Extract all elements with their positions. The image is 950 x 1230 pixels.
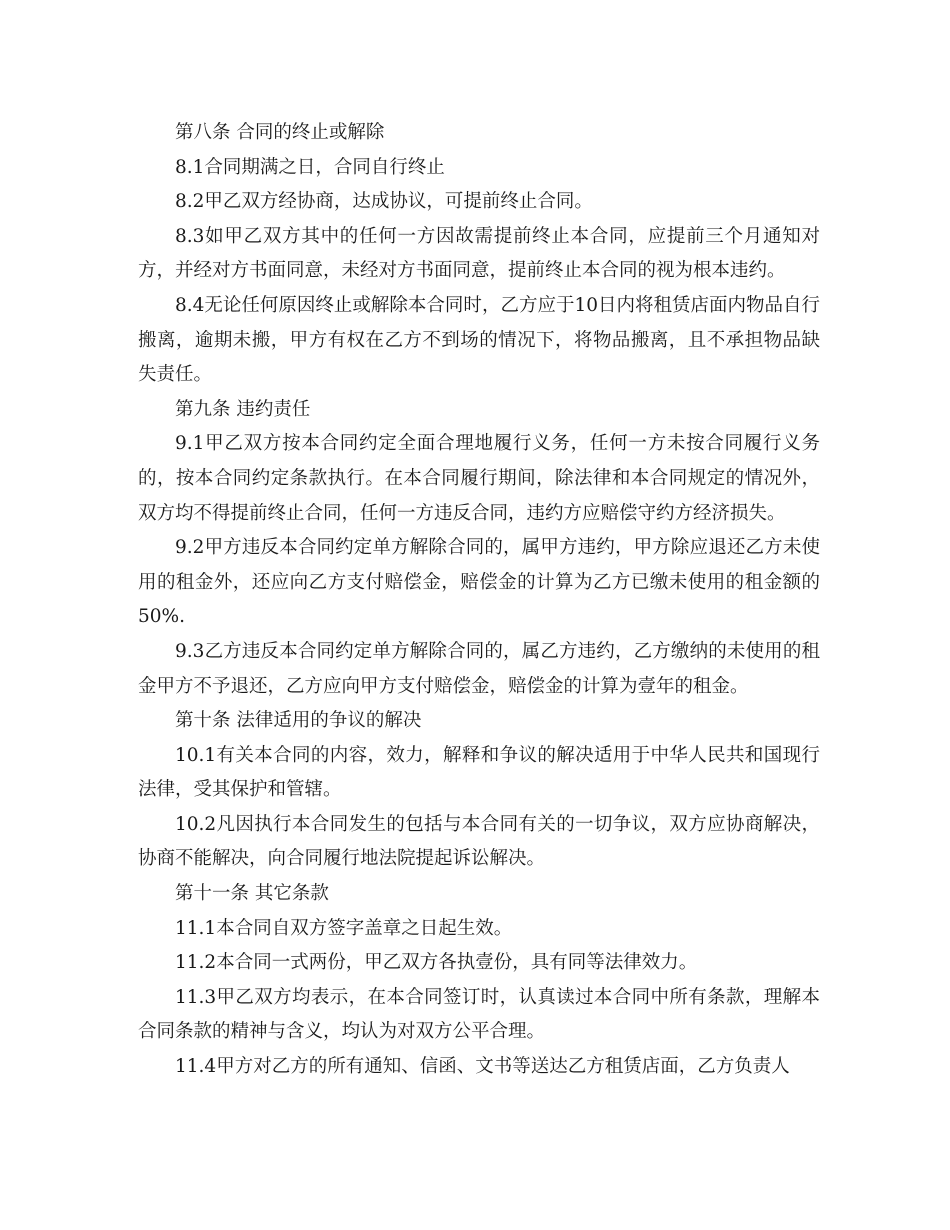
clause-9-1: 9.1甲乙双方按本合同约定全面合理地履行义务，任何一方未按合同履行义务的，按本合同约定条款执行。在本合同履行期间，除法律和本合同规定的情况外，双方均不得提前终止合同，任何一方违反合同，违约方应赔偿守约方经济损失。 [138,433,820,524]
article-8-heading: 第八条 合同的终止或解除 [175,122,385,143]
clause-8-2: 8.2甲乙双方经协商，达成协议，可提前终止合同。 [175,191,593,213]
article-10-heading: 第十条 法律适用的争议的解决 [175,710,422,732]
article-9-heading: 第九条 违约责任 [175,398,311,420]
clause-11-1: 11.1本合同自双方签字盖章之日起生效。 [175,917,513,939]
document-page [138,116,820,1085]
clause-11-4: 11.4甲方对乙方的所有通知、信函、文书等送达乙方租赁店面，乙方负责人 [175,1056,790,1078]
clause-9-2: 9.2甲方违反本合同约定单方解除合同的，属甲方违约，甲方除应退还乙方未使用的租金外，还应向乙方支付赔偿金，赔偿金的计算为乙方已缴未使用的租金额的50%. [138,537,820,628]
clause-8-1: 8.1合同期满之日，合同自行终止 [175,156,445,178]
clause-8-3: 8.3如甲乙双方其中的任何一方因故需提前终止本合同，应提前三个月通知对方，并经对方书面同意，未经对方书面同意，提前终止本合同的视为根本违约。 [138,225,820,282]
clause-10-2: 10.2凡因执行本合同发生的包括与本合同有关的一切争议，双方应协商解决，协商不能解决，向合同履行地法院提起诉讼解决。 [138,813,820,870]
clause-10-1: 10.1有关本合同的内容，效力，解释和争议的解决适用于中华人民共和国现行法律，受其保护和管辖。 [138,744,820,801]
clause-8-4: 8.4无论任何原因终止或解除本合同时，乙方应于10日内将租赁店面内物品自行搬离，逾期未搬，甲方有权在乙方不到场的情况下，将物品搬离，且不承担物品缺失责任。 [138,294,820,386]
clause-11-2: 11.2本合同一式两份，甲乙双方各执壹份，具有同等法律效力。 [175,952,698,974]
article-11-heading: 第十一条 其它条款 [175,883,329,905]
clause-9-3: 9.3乙方违反本合同约定单方解除合同的，属乙方违约，乙方缴纳的未使用的租金甲方不予退还，乙方应向甲方支付赔偿金，赔偿金的计算为壹年的租金。 [138,640,820,697]
clause-11-3: 11.3甲乙双方均表示，在本合同签订时，认真读过本合同中所有条款，理解本合同条款的精神与含义，均认为对双方公平合理。 [138,986,820,1043]
